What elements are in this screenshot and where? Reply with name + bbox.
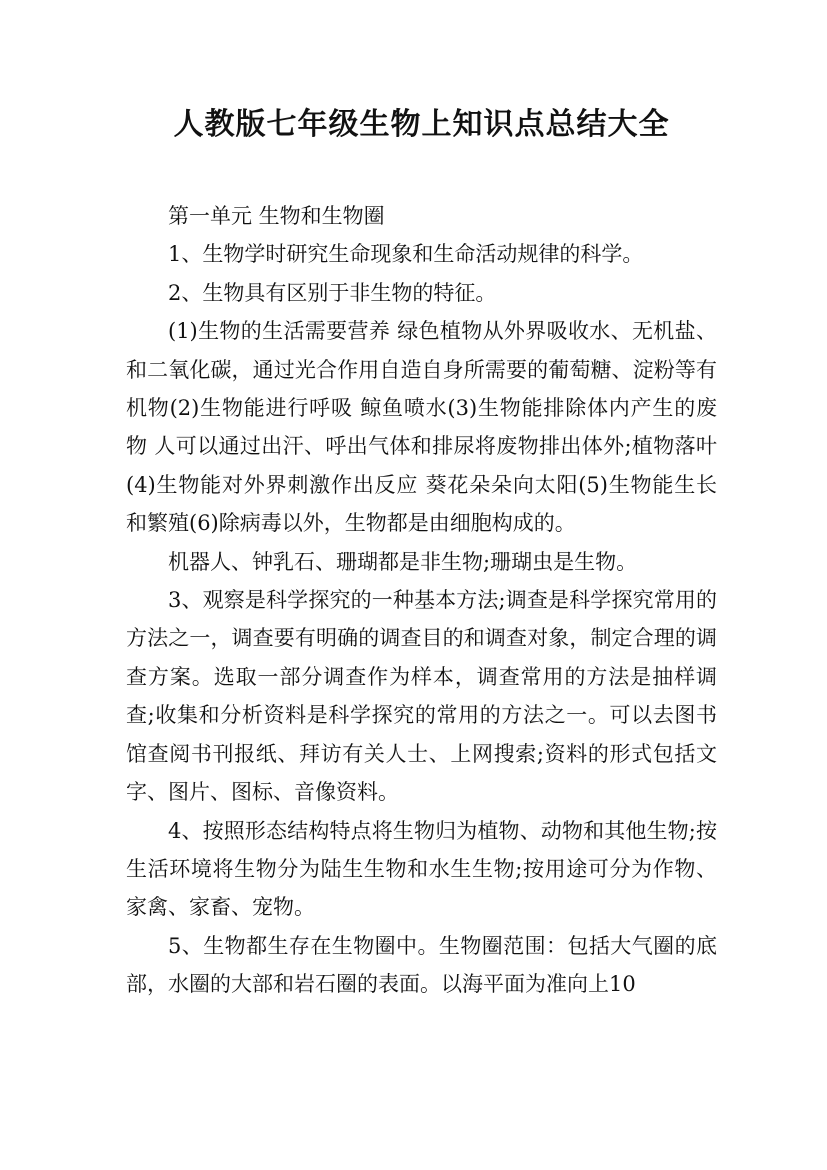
paragraph: 5、生物都生存在生物圈中。生物圈范围：包括大气圈的底部，水圈的大部和岩石圈的表面。以海平面为准向上10 (126, 933, 717, 997)
paragraph: 4、按照形态结构特点将生物归为植物、动物和其他生物;按生活环境将生物分为陆生生物和水生生物;按用途可分为作物、家禽、家畜、宠物。 (126, 818, 717, 920)
paragraph: (1)生物的生活需要营养 绿色植物从外界吸收水、无机盐、和二氧化碳，通过光合作用自造自身所需要的葡萄糖、淀粉等有机物(2)生物能进行呼吸 鲸鱼喷水(3)生物能排除体内产生的废物 人可以通过出汗、呼出气体和排尿将废物排出体外;植物落叶(4)生物能对外界刺激作出反应 葵花朵朵向太阳(5)生物能生长和繁殖(6)除病毒以外，生物都是由细胞构成的。 (126, 319, 717, 536)
section-heading: 第一单元 生物和生物圈 (168, 204, 385, 228)
document-body (126, 197, 717, 1004)
paragraph: 2、生物具有区别于非生物的特征。 (168, 280, 497, 305)
paragraph: 机器人、钟乳石、珊瑚都是非生物;珊瑚虫是生物。 (168, 549, 638, 574)
paragraph: 1、生物学时研究生命现象和生命活动规律的科学。 (168, 242, 644, 267)
paragraph: 3、观察是科学探究的一种基本方法;调查是科学探究常用的方法之一，调查要有明确的调查目的和调查对象，制定合理的调查方案。选取一部分调查作为样本，调查常用的方法是抽样调查;收集和分析资料是科学探究的常用的方法之一。可以去图书馆查阅书刊报纸、拜访有关人士、上网搜索;资料的形式包括文字、图片、图标、音像资料。 (126, 588, 717, 805)
document-title: 人教版七年级生物上知识点总结大全 (173, 107, 670, 142)
